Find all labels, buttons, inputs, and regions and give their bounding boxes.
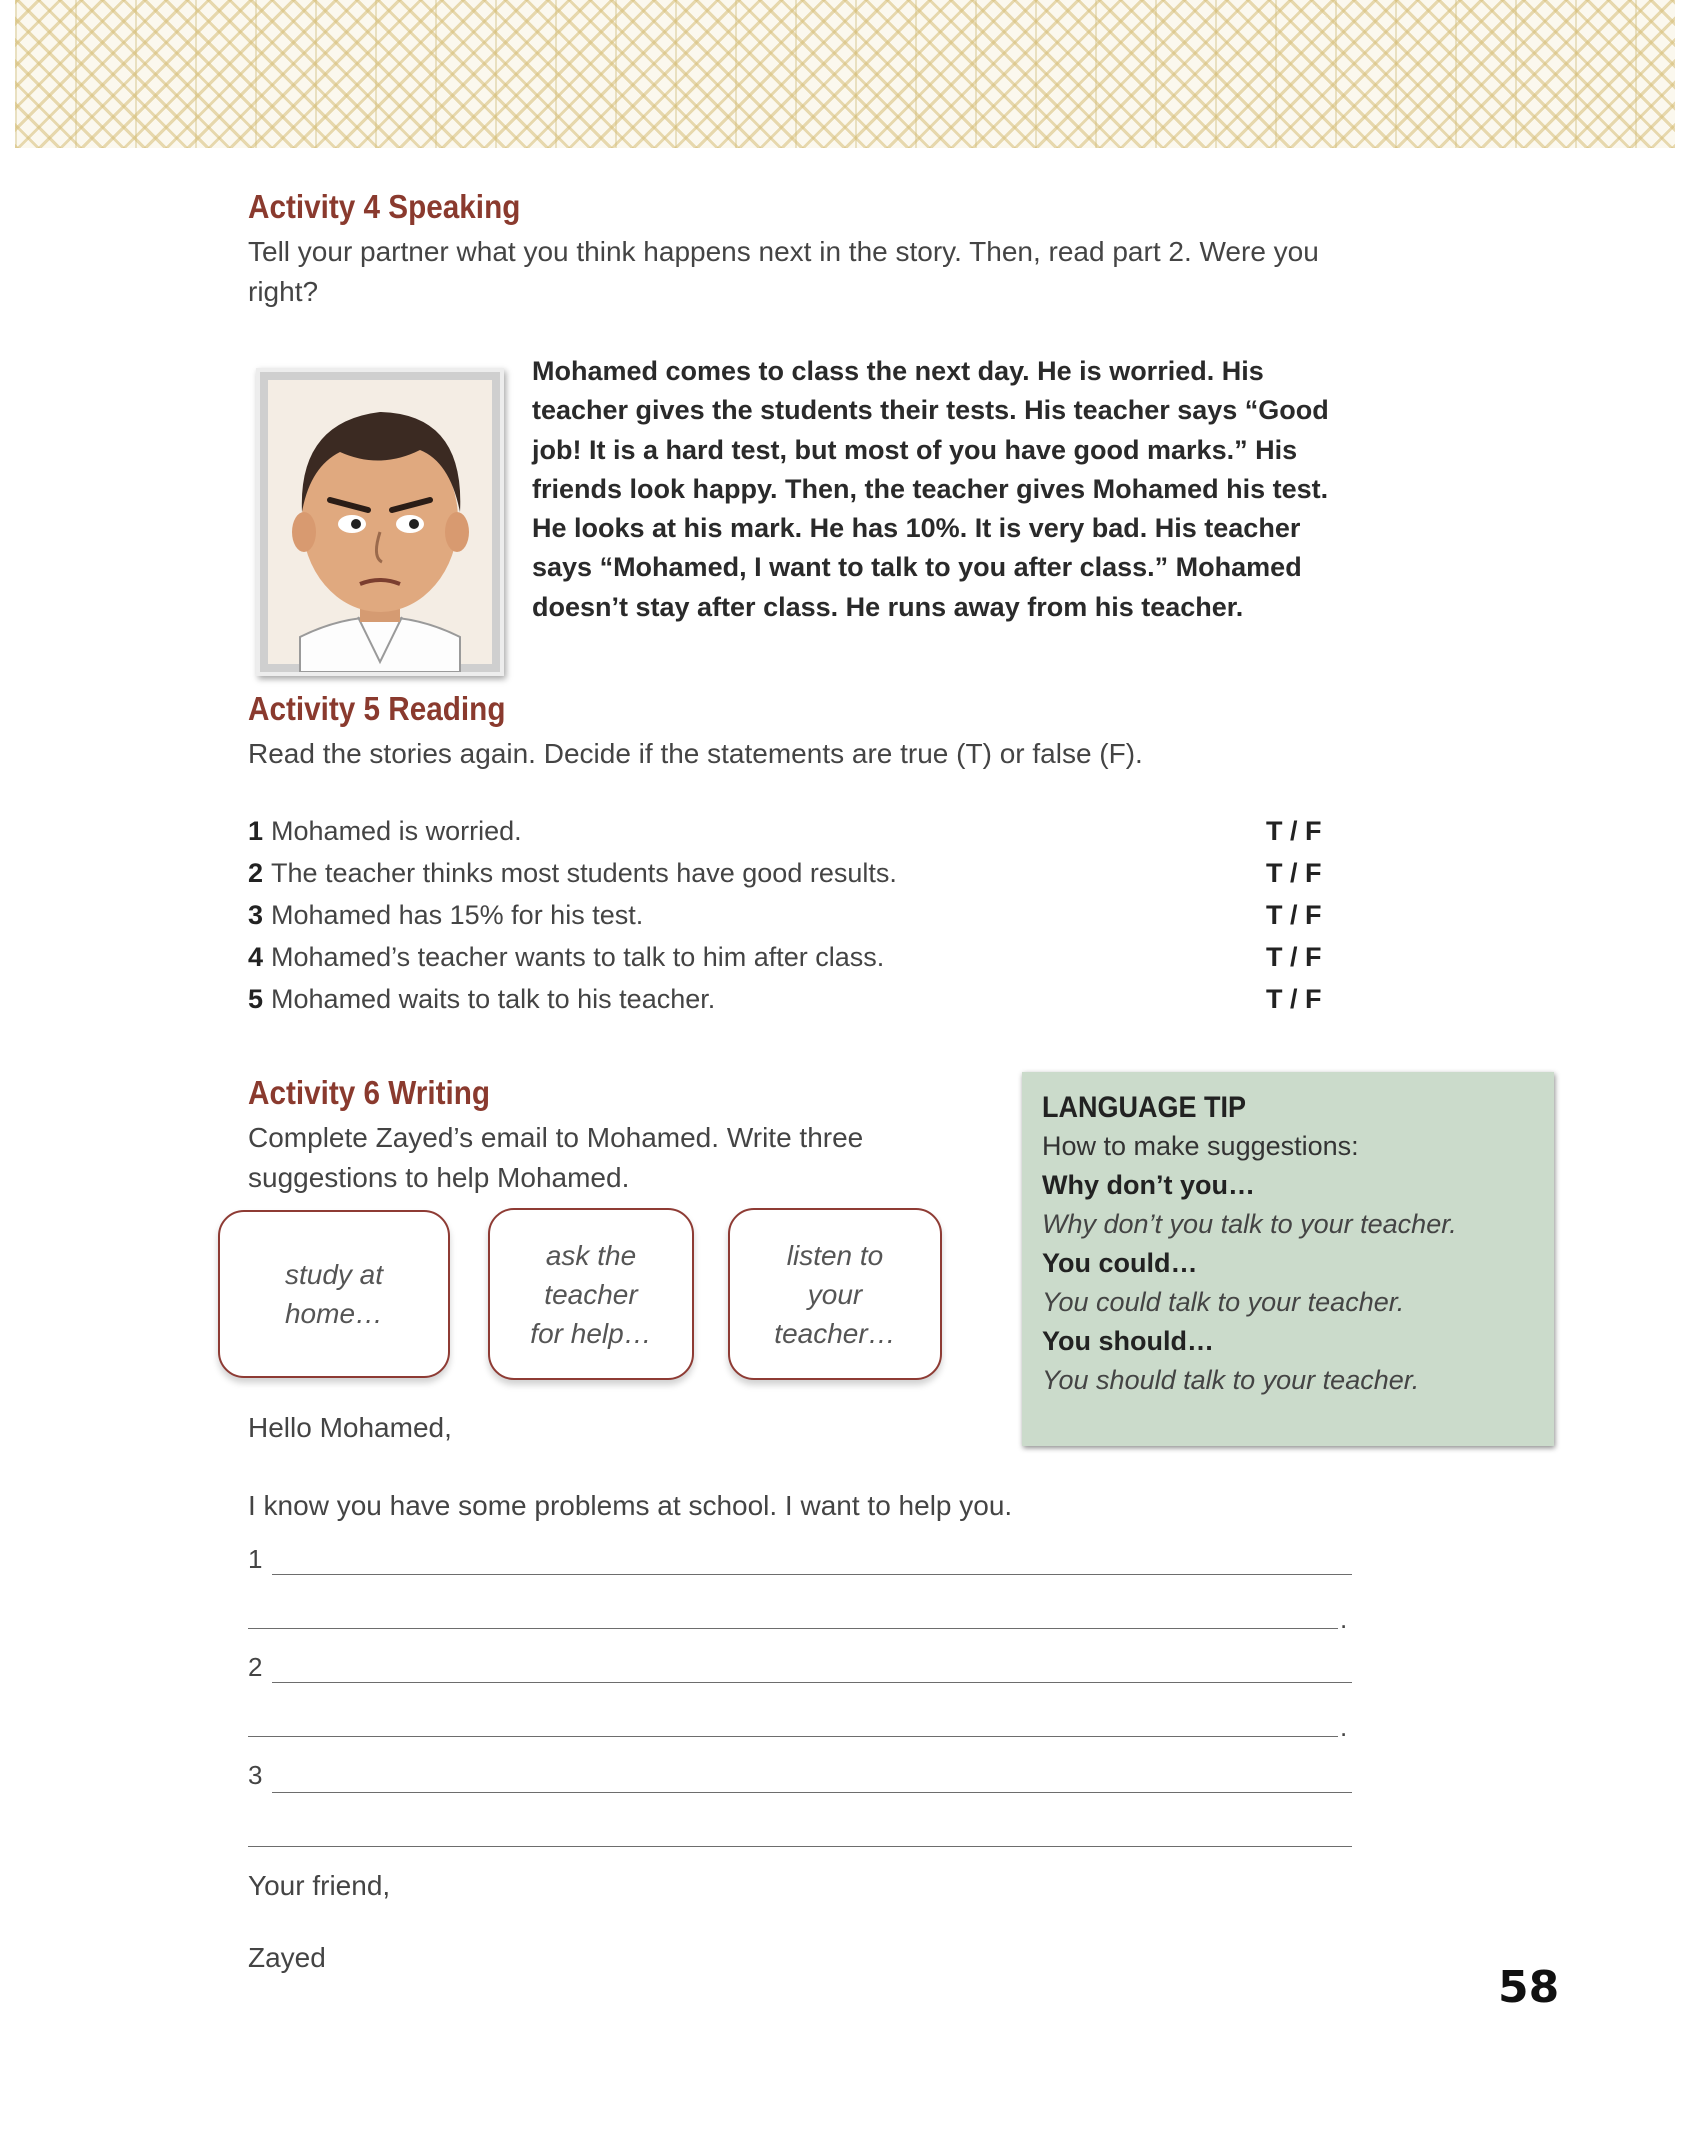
language-tip-box xyxy=(1022,1072,1554,1446)
statement-text: Mohamed is worried. xyxy=(271,816,522,846)
statement-row xyxy=(248,852,1348,894)
true-false-choice[interactable]: T / F xyxy=(1266,942,1322,972)
answer-line-number: 3 xyxy=(248,1760,263,1790)
answer-line-number: 2 xyxy=(248,1652,263,1682)
statement-row xyxy=(248,810,1348,852)
true-false-list xyxy=(248,810,1348,1020)
tip-example: You should talk to your teacher. xyxy=(1042,1365,1420,1395)
tip-phrase: You could… xyxy=(1042,1248,1198,1278)
email-greeting: Hello Mohamed, xyxy=(248,1412,452,1443)
activity-6-instruction: Complete Zayed’s email to Mohamed. Write three suggestions to help Mohamed. xyxy=(248,1122,864,1193)
true-false-choice[interactable]: T / F xyxy=(1266,984,1322,1014)
tip-example: You could talk to your teacher. xyxy=(1042,1287,1405,1317)
statement-text: Mohamed has 15% for his test. xyxy=(271,900,644,930)
suggestion-cue-text: ask the teacher for help… xyxy=(530,1239,652,1349)
true-false-choice[interactable]: T / F xyxy=(1266,858,1322,888)
email-closing: Your friend, xyxy=(248,1870,391,1901)
mohamed-portrait xyxy=(256,368,504,676)
statement-number: 3 xyxy=(248,900,264,930)
statement-text: Mohamed’s teacher wants to talk to him after class. xyxy=(271,942,885,972)
activity-4-title: Activity 4 Speaking xyxy=(248,188,521,225)
answer-line[interactable] xyxy=(248,1846,1352,1847)
suggestion-cue-card xyxy=(488,1208,694,1380)
decorative-pattern-banner xyxy=(15,0,1675,148)
answer-line[interactable] xyxy=(272,1792,1352,1793)
activity-5-title: Activity 5 Reading xyxy=(248,690,506,727)
statement-row xyxy=(248,978,1348,1020)
activity-5-instruction: Read the stories again. Decide if the statements are true (T) or false (F). xyxy=(248,738,1143,769)
true-false-choice[interactable]: T / F xyxy=(1266,900,1322,930)
email-signature: Zayed xyxy=(248,1942,326,1973)
boy-illustration xyxy=(260,372,500,672)
statement-number: 1 xyxy=(248,816,264,846)
language-tip-intro: How to make suggestions: xyxy=(1042,1131,1359,1161)
answer-line[interactable] xyxy=(272,1574,1352,1575)
suggestion-cue-text: study at home… xyxy=(284,1259,384,1329)
suggestion-cue-text: listen to your teacher… xyxy=(774,1239,896,1349)
statement-text: The teacher thinks most students have good results. xyxy=(271,858,897,888)
answer-line-number: 1 xyxy=(248,1544,263,1574)
statement-row xyxy=(248,894,1348,936)
statement-number: 4 xyxy=(248,942,264,972)
statement-number: 2 xyxy=(248,858,264,888)
email-intro: I know you have some problems at school. I want to help you. xyxy=(248,1490,1013,1521)
statement-row xyxy=(248,936,1348,978)
suggestion-cue-card xyxy=(218,1210,450,1378)
activity-4-instruction: Tell your partner what you think happens next in the story. Then, read part 2. Were you right? xyxy=(248,236,1319,307)
tip-example: Why don’t you talk to your teacher. xyxy=(1042,1209,1457,1239)
activity-6-title: Activity 6 Writing xyxy=(248,1074,491,1111)
statement-text: Mohamed waits to talk to his teacher. xyxy=(271,984,716,1014)
page-number: 58 xyxy=(1498,1962,1560,2013)
tip-phrase: You should… xyxy=(1042,1326,1214,1356)
answer-line[interactable] xyxy=(272,1682,1352,1683)
answer-line[interactable] xyxy=(248,1736,1338,1737)
story-part-2: Mohamed comes to class the next day. He is worried. His teacher gives the students their tests. His teacher says “Good job! It is a hard test, but most of you have good marks.” His friends look happy. Then, the teacher gives Mohamed his test. He looks at his mark. He has 10%. It is very bad. His teacher says “Mohamed, I want to talk to you after class.” Mohamed doesn’t stay after class. He runs away from his teacher. xyxy=(532,356,1329,622)
statement-number: 5 xyxy=(248,984,264,1014)
line-end-period: . xyxy=(1340,1712,1348,1742)
true-false-choice[interactable]: T / F xyxy=(1266,816,1322,846)
line-end-period: . xyxy=(1340,1604,1348,1634)
suggestion-cue-card xyxy=(728,1208,942,1380)
language-tip-heading: LANGUAGE TIP xyxy=(1042,1091,1247,1124)
tip-phrase: Why don’t you… xyxy=(1042,1170,1255,1200)
answer-line[interactable] xyxy=(248,1628,1338,1629)
